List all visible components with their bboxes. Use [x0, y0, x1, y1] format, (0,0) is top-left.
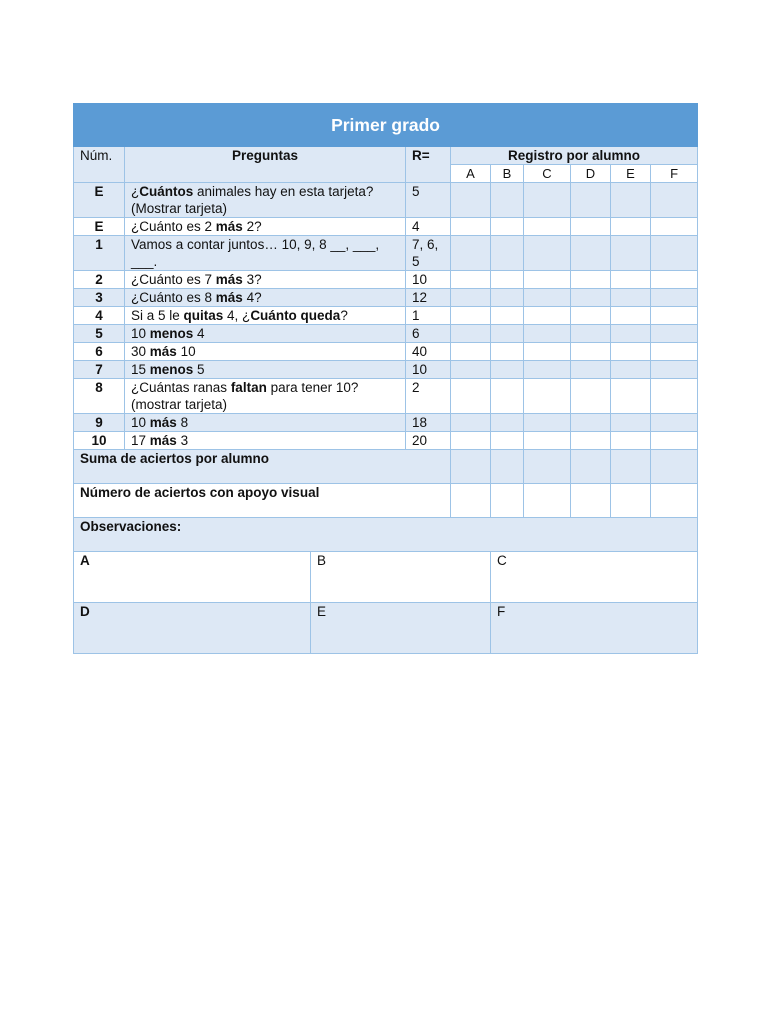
- question-keyword: menos: [149, 326, 194, 341]
- mark-cell-e[interactable]: [611, 432, 651, 450]
- expected-answer: 12: [406, 289, 451, 307]
- mark-cell-c[interactable]: [524, 271, 571, 289]
- total-cell-b[interactable]: [491, 450, 524, 484]
- mark-cell-e[interactable]: [611, 289, 651, 307]
- mark-cell-a[interactable]: [451, 325, 491, 343]
- expected-answer: 2: [406, 379, 451, 414]
- question-text: [125, 361, 406, 379]
- total-cell-f[interactable]: [651, 450, 698, 484]
- question-text: [125, 236, 406, 271]
- question-text: [125, 343, 406, 361]
- question-fragment: ¿Cuánto es 2: [131, 219, 216, 234]
- sum-correct-row-label: Suma de aciertos por alumno: [74, 450, 451, 484]
- mark-cell-f[interactable]: [651, 307, 698, 325]
- observation-cell-b[interactable]: B: [311, 552, 491, 603]
- question-number: 4: [74, 307, 125, 325]
- mark-cell-d[interactable]: [571, 236, 611, 271]
- observation-cell-d[interactable]: D: [74, 603, 311, 654]
- table-row: [74, 325, 698, 343]
- question-fragment: 17: [131, 433, 150, 448]
- question-fragment: 4: [193, 326, 205, 341]
- mark-cell-f[interactable]: [651, 325, 698, 343]
- mark-cell-e[interactable]: [611, 343, 651, 361]
- table-row: [74, 289, 698, 307]
- question-keyword: quitas: [183, 308, 224, 323]
- mark-cell-e[interactable]: [611, 379, 651, 414]
- question-keyword: menos: [149, 362, 194, 377]
- mark-cell-a[interactable]: [451, 218, 491, 236]
- question-number: 1: [74, 236, 125, 271]
- question-text: [125, 218, 406, 236]
- mark-cell-e[interactable]: [611, 271, 651, 289]
- mark-cell-a[interactable]: [451, 236, 491, 271]
- total-cell-a[interactable]: [451, 450, 491, 484]
- mark-cell-e[interactable]: [611, 236, 651, 271]
- question-fragment: ?: [340, 308, 348, 323]
- expected-answer: 40: [406, 343, 451, 361]
- observations-label: Observaciones:: [74, 518, 698, 552]
- mark-cell-b[interactable]: [491, 218, 524, 236]
- header-num: Núm.: [74, 147, 125, 183]
- mark-cell-c[interactable]: [524, 379, 571, 414]
- mark-cell-d[interactable]: [571, 414, 611, 432]
- question-fragment: 4?: [242, 290, 262, 305]
- question-fragment: ¿: [131, 184, 140, 199]
- mark-cell-b[interactable]: [491, 343, 524, 361]
- question-keyword: más: [215, 219, 243, 234]
- question-fragment: 15: [131, 362, 150, 377]
- mark-cell-e[interactable]: [611, 361, 651, 379]
- question-fragment: 8: [176, 415, 189, 430]
- table-row: [74, 414, 698, 432]
- table-row: [74, 183, 698, 218]
- student-column-a: A: [451, 165, 491, 183]
- table-row: [74, 271, 698, 289]
- question-number: 7: [74, 361, 125, 379]
- question-fragment: 4, ¿: [223, 308, 251, 323]
- question-fragment: para tener 10? (mostrar tarjeta): [131, 380, 359, 412]
- expected-answer: 10: [406, 361, 451, 379]
- mark-cell-a[interactable]: [451, 432, 491, 450]
- mark-cell-d[interactable]: [571, 307, 611, 325]
- observation-cell-f[interactable]: F: [491, 603, 698, 654]
- student-column-c: C: [524, 165, 571, 183]
- mark-cell-f[interactable]: [651, 361, 698, 379]
- total-cell-c[interactable]: [524, 450, 571, 484]
- expected-answer: 4: [406, 218, 451, 236]
- question-number: 2: [74, 271, 125, 289]
- mark-cell-b[interactable]: [491, 432, 524, 450]
- expected-answer: 18: [406, 414, 451, 432]
- question-keyword: faltan: [230, 380, 267, 395]
- question-number: 6: [74, 343, 125, 361]
- mark-cell-f[interactable]: [651, 236, 698, 271]
- visual-support-row: [74, 484, 698, 518]
- total-cell-d[interactable]: [571, 484, 611, 518]
- mark-cell-a[interactable]: [451, 271, 491, 289]
- mark-cell-f[interactable]: [651, 218, 698, 236]
- mark-cell-b[interactable]: [491, 379, 524, 414]
- mark-cell-a[interactable]: [451, 379, 491, 414]
- table-row: [74, 343, 698, 361]
- mark-cell-e[interactable]: [611, 307, 651, 325]
- mark-cell-c[interactable]: [524, 236, 571, 271]
- mark-cell-b[interactable]: [491, 289, 524, 307]
- total-cell-c[interactable]: [524, 484, 571, 518]
- evaluation-table: [73, 103, 698, 654]
- mark-cell-c[interactable]: [524, 325, 571, 343]
- mark-cell-d[interactable]: [571, 379, 611, 414]
- mark-cell-f[interactable]: [651, 289, 698, 307]
- observation-cell-e[interactable]: E: [311, 603, 491, 654]
- mark-cell-a[interactable]: [451, 183, 491, 218]
- question-fragment: 30: [131, 344, 150, 359]
- mark-cell-d[interactable]: [571, 183, 611, 218]
- question-number: 10: [74, 432, 125, 450]
- mark-cell-f[interactable]: [651, 183, 698, 218]
- question-text: [125, 379, 406, 414]
- header-registro: Registro por alumno: [451, 147, 698, 165]
- table-row: [74, 361, 698, 379]
- observation-cell-c[interactable]: C: [491, 552, 698, 603]
- total-cell-e[interactable]: [611, 484, 651, 518]
- question-number: 8: [74, 379, 125, 414]
- question-text: [125, 289, 406, 307]
- total-cell-b[interactable]: [491, 484, 524, 518]
- question-number: 3: [74, 289, 125, 307]
- expected-answer: 1: [406, 307, 451, 325]
- expected-answer: 10: [406, 271, 451, 289]
- question-fragment: ¿Cuánto es 8: [131, 290, 216, 305]
- question-keyword: Cuánto queda: [250, 308, 341, 323]
- question-fragment: 2?: [242, 219, 262, 234]
- table-row: [74, 218, 698, 236]
- mark-cell-d[interactable]: [571, 325, 611, 343]
- mark-cell-b[interactable]: [491, 325, 524, 343]
- mark-cell-e[interactable]: [611, 414, 651, 432]
- header-answer: R=: [406, 147, 451, 183]
- question-keyword: más: [215, 272, 243, 287]
- question-text: [125, 325, 406, 343]
- question-fragment: Vamos a contar juntos… 10, 9, 8 __, ___, ___.: [131, 237, 380, 269]
- expected-answer: 20: [406, 432, 451, 450]
- mark-cell-e[interactable]: [611, 218, 651, 236]
- question-keyword: más: [215, 290, 243, 305]
- mark-cell-e[interactable]: [611, 183, 651, 218]
- mark-cell-b[interactable]: [491, 236, 524, 271]
- total-cell-a[interactable]: [451, 484, 491, 518]
- mark-cell-b[interactable]: [491, 183, 524, 218]
- table-row: [74, 432, 698, 450]
- question-text: [125, 183, 406, 218]
- mark-cell-d[interactable]: [571, 218, 611, 236]
- mark-cell-b[interactable]: [491, 361, 524, 379]
- question-fragment: 3: [176, 433, 189, 448]
- mark-cell-f[interactable]: [651, 271, 698, 289]
- expected-answer: 5: [406, 183, 451, 218]
- mark-cell-b[interactable]: [491, 307, 524, 325]
- question-fragment: animales hay en esta tarjeta? (Mostrar tarjeta): [131, 184, 374, 216]
- mark-cell-c[interactable]: [524, 307, 571, 325]
- mark-cell-c[interactable]: [524, 289, 571, 307]
- question-fragment: ¿Cuánto es 7: [131, 272, 216, 287]
- mark-cell-f[interactable]: [651, 432, 698, 450]
- table-row: [74, 379, 698, 414]
- mark-cell-d[interactable]: [571, 432, 611, 450]
- mark-cell-c[interactable]: [524, 218, 571, 236]
- question-fragment: Si a 5 le: [131, 308, 184, 323]
- sum-correct-row: [74, 450, 698, 484]
- mark-cell-e[interactable]: [611, 325, 651, 343]
- mark-cell-c[interactable]: [524, 432, 571, 450]
- question-fragment: 3?: [242, 272, 262, 287]
- expected-answer: 7, 6, 5: [406, 236, 451, 271]
- student-column-b: B: [491, 165, 524, 183]
- total-cell-d[interactable]: [571, 450, 611, 484]
- question-keyword: más: [149, 415, 177, 430]
- question-text: [125, 307, 406, 325]
- question-text: [125, 271, 406, 289]
- question-fragment: 10: [131, 326, 150, 341]
- visual-support-row-label: Número de aciertos con apoyo visual: [74, 484, 451, 518]
- question-keyword: Cuántos: [139, 184, 194, 199]
- mark-cell-c[interactable]: [524, 414, 571, 432]
- question-number: E: [74, 183, 125, 218]
- mark-cell-b[interactable]: [491, 271, 524, 289]
- mark-cell-d[interactable]: [571, 343, 611, 361]
- question-fragment: 5: [193, 362, 205, 377]
- expected-answer: 6: [406, 325, 451, 343]
- question-text: [125, 432, 406, 450]
- table-row: [74, 236, 698, 271]
- observation-cell-a[interactable]: A: [74, 552, 311, 603]
- mark-cell-d[interactable]: [571, 361, 611, 379]
- mark-cell-c[interactable]: [524, 361, 571, 379]
- question-text: [125, 414, 406, 432]
- mark-cell-d[interactable]: [571, 289, 611, 307]
- question-number: 5: [74, 325, 125, 343]
- question-fragment: ¿Cuántas ranas: [131, 380, 231, 395]
- total-cell-f[interactable]: [651, 484, 698, 518]
- table-row: [74, 307, 698, 325]
- mark-cell-a[interactable]: [451, 343, 491, 361]
- header-preguntas: Preguntas: [125, 147, 406, 183]
- mark-cell-a[interactable]: [451, 361, 491, 379]
- total-cell-e[interactable]: [611, 450, 651, 484]
- student-column-e: E: [611, 165, 651, 183]
- question-number: 9: [74, 414, 125, 432]
- student-column-f: F: [651, 165, 698, 183]
- question-number: E: [74, 218, 125, 236]
- question-fragment: 10: [131, 415, 150, 430]
- mark-cell-f[interactable]: [651, 414, 698, 432]
- table-title: Primer grado: [74, 104, 698, 147]
- mark-cell-c[interactable]: [524, 183, 571, 218]
- question-fragment: 10: [176, 344, 196, 359]
- mark-cell-f[interactable]: [651, 343, 698, 361]
- mark-cell-d[interactable]: [571, 271, 611, 289]
- student-column-d: D: [571, 165, 611, 183]
- question-keyword: más: [149, 433, 177, 448]
- mark-cell-b[interactable]: [491, 414, 524, 432]
- mark-cell-a[interactable]: [451, 414, 491, 432]
- question-keyword: más: [149, 344, 177, 359]
- mark-cell-c[interactable]: [524, 343, 571, 361]
- mark-cell-a[interactable]: [451, 289, 491, 307]
- mark-cell-f[interactable]: [651, 379, 698, 414]
- mark-cell-a[interactable]: [451, 307, 491, 325]
